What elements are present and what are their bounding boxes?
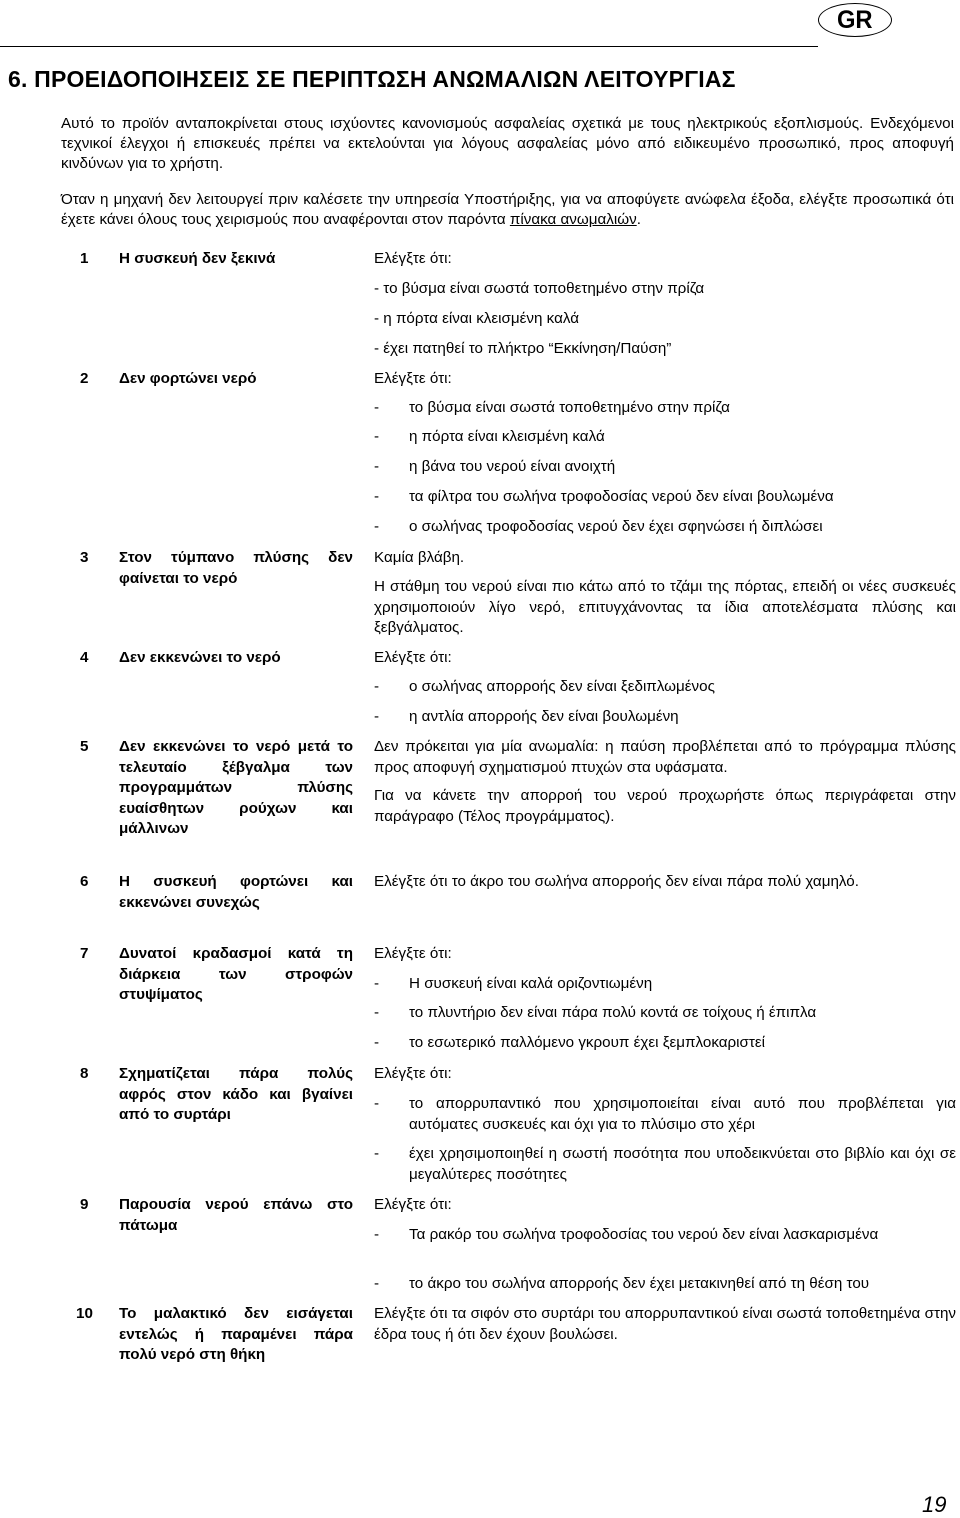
intro-paragraph-2: Όταν η μηχανή δεν λειτουργεί πριν καλέσετε την υπηρεσία Υποστήριξης, για να αποφύγετε ανώφελα έξοδα, ελέγξτε προσωπικά ότι έχετε κάνει όλους τους χειρισμούς που αναφέρονται στον παρόντα πίνακα ανωμαλιών. [61,191,954,228]
page-number: 19 [922,1492,947,1517]
solution-text: Η στάθμη του νερού είναι πιο κάτω από το τζάμι της πόρτας, επειδή οι νέες συσκευές χρησιμοποιούν λίγο νερό, επιτυγχάνοντας τα ίδια αποτελέσματα πλύσης και ξεβγάλματος. [374,578,956,636]
check-label: Ελέγξτε ότι: [374,1065,452,1082]
language-badge: GR [818,3,892,37]
header-rule [0,46,818,47]
solution-text: Δεν πρόκειται για μία ανωμαλία: η παύση προβλέπεται από το πρόγραμμα πλύσης προς αποφυγή σχηματισμού πτυχών στα υφάσματα. [374,738,956,776]
list-item: - το βύσμα είναι σωστά τοποθετημένο στην πρίζα [374,280,705,297]
issue-label: Σχηματίζεται πάρα πολύς αφρός στον κάδο και βγαίνει από το συρτάρι [119,1065,353,1123]
issue-label: Η συσκευή φορτώνει και εκκενώνει συνεχώς [119,873,353,911]
issue-label: Παρουσία νερού επάνω στο πάτωμα [119,1196,353,1234]
check-label: Ελέγξτε ότι: [374,1196,452,1213]
issue-label: Δυνατοί κραδασμοί κατά τη διάρκεια των στροφών στυψίματος [119,945,353,1003]
list-item: - η πόρτα είναι κλεισμένη καλά [374,310,580,327]
issue-label: Δεν φορτώνει νερό [119,370,257,387]
issue-label: Στον τύμπανο πλύσης δεν φαίνεται το νερό [119,549,353,587]
check-label: Ελέγξτε ότι: [374,250,452,267]
issue-label: Το μαλακτικό δεν εισάγεται εντελώς ή παραμένει πάρα πολύ νερό στη θήκη [119,1305,353,1363]
intro-paragraph-1: Αυτό το προϊόν ανταποκρίνεται στους ισχύοντες κανονισμούς ασφαλείας σχετικά με τους ηλεκτρικούς εξοπλισμούς. Ενδεχόμενοι τεχνικοί έλεγχοι ή επισκευές πρέπει να εκτελούνται για λόγους ασφαλείας μόνο από ειδικευμένο προσωπικό, προς αποφυγή κινδύνων για το χρήστη. [61,115,954,172]
check-label: Ελέγξτε ότι: [374,945,452,962]
issue-label: Η συσκευή δεν ξεκινά [119,250,276,267]
check-label: Ελέγξτε ότι: [374,649,452,666]
issue-label: Δεν εκκενώνει το νερό μετά το τελευταίο ξέβγαλμα των προγραμμάτων πλύσης ευαίσθητων ρούχων και μάλλινων [119,738,353,837]
anomalies-table-link[interactable]: πίνακα ανωμαλιών [509,211,637,228]
list-item: - έχει πατηθεί το πλήκτρο “Εκκίνηση/Παύση” [374,340,672,357]
solution-text: Ελέγξτε ότι το άκρο του σωλήνα απορροής δεν είναι πάρα πολύ χαμηλό. [374,873,859,890]
check-label: Ελέγξτε ότι: [374,370,452,387]
solution-text: Για να κάνετε την απορροή του νερού προχωρήστε όπως περιγράφεται στην παράγραφο (Τέλος προγράμματος). [374,787,956,825]
issue-label: Δεν εκκενώνει το νερό [119,649,281,666]
check-label: Καμία βλάβη. [374,549,465,566]
section-title: 6. ΠΡΟΕΙΔΟΠΟΙΗΣΕΙΣ ΣΕ ΠΕΡΙΠΤΩΣΗ ΑΝΩΜΑΛΙΩΝ ΛΕΙΤΟΥΡΓΙΑΣ [8,66,736,92]
solution-text: Ελέγξτε ότι τα σιφόν στο συρτάρι του απορρυπαντικού είναι σωστά τοποθετημένα στην έδρα τους ή ότι δεν έχουν βουλώσει. [374,1305,956,1343]
